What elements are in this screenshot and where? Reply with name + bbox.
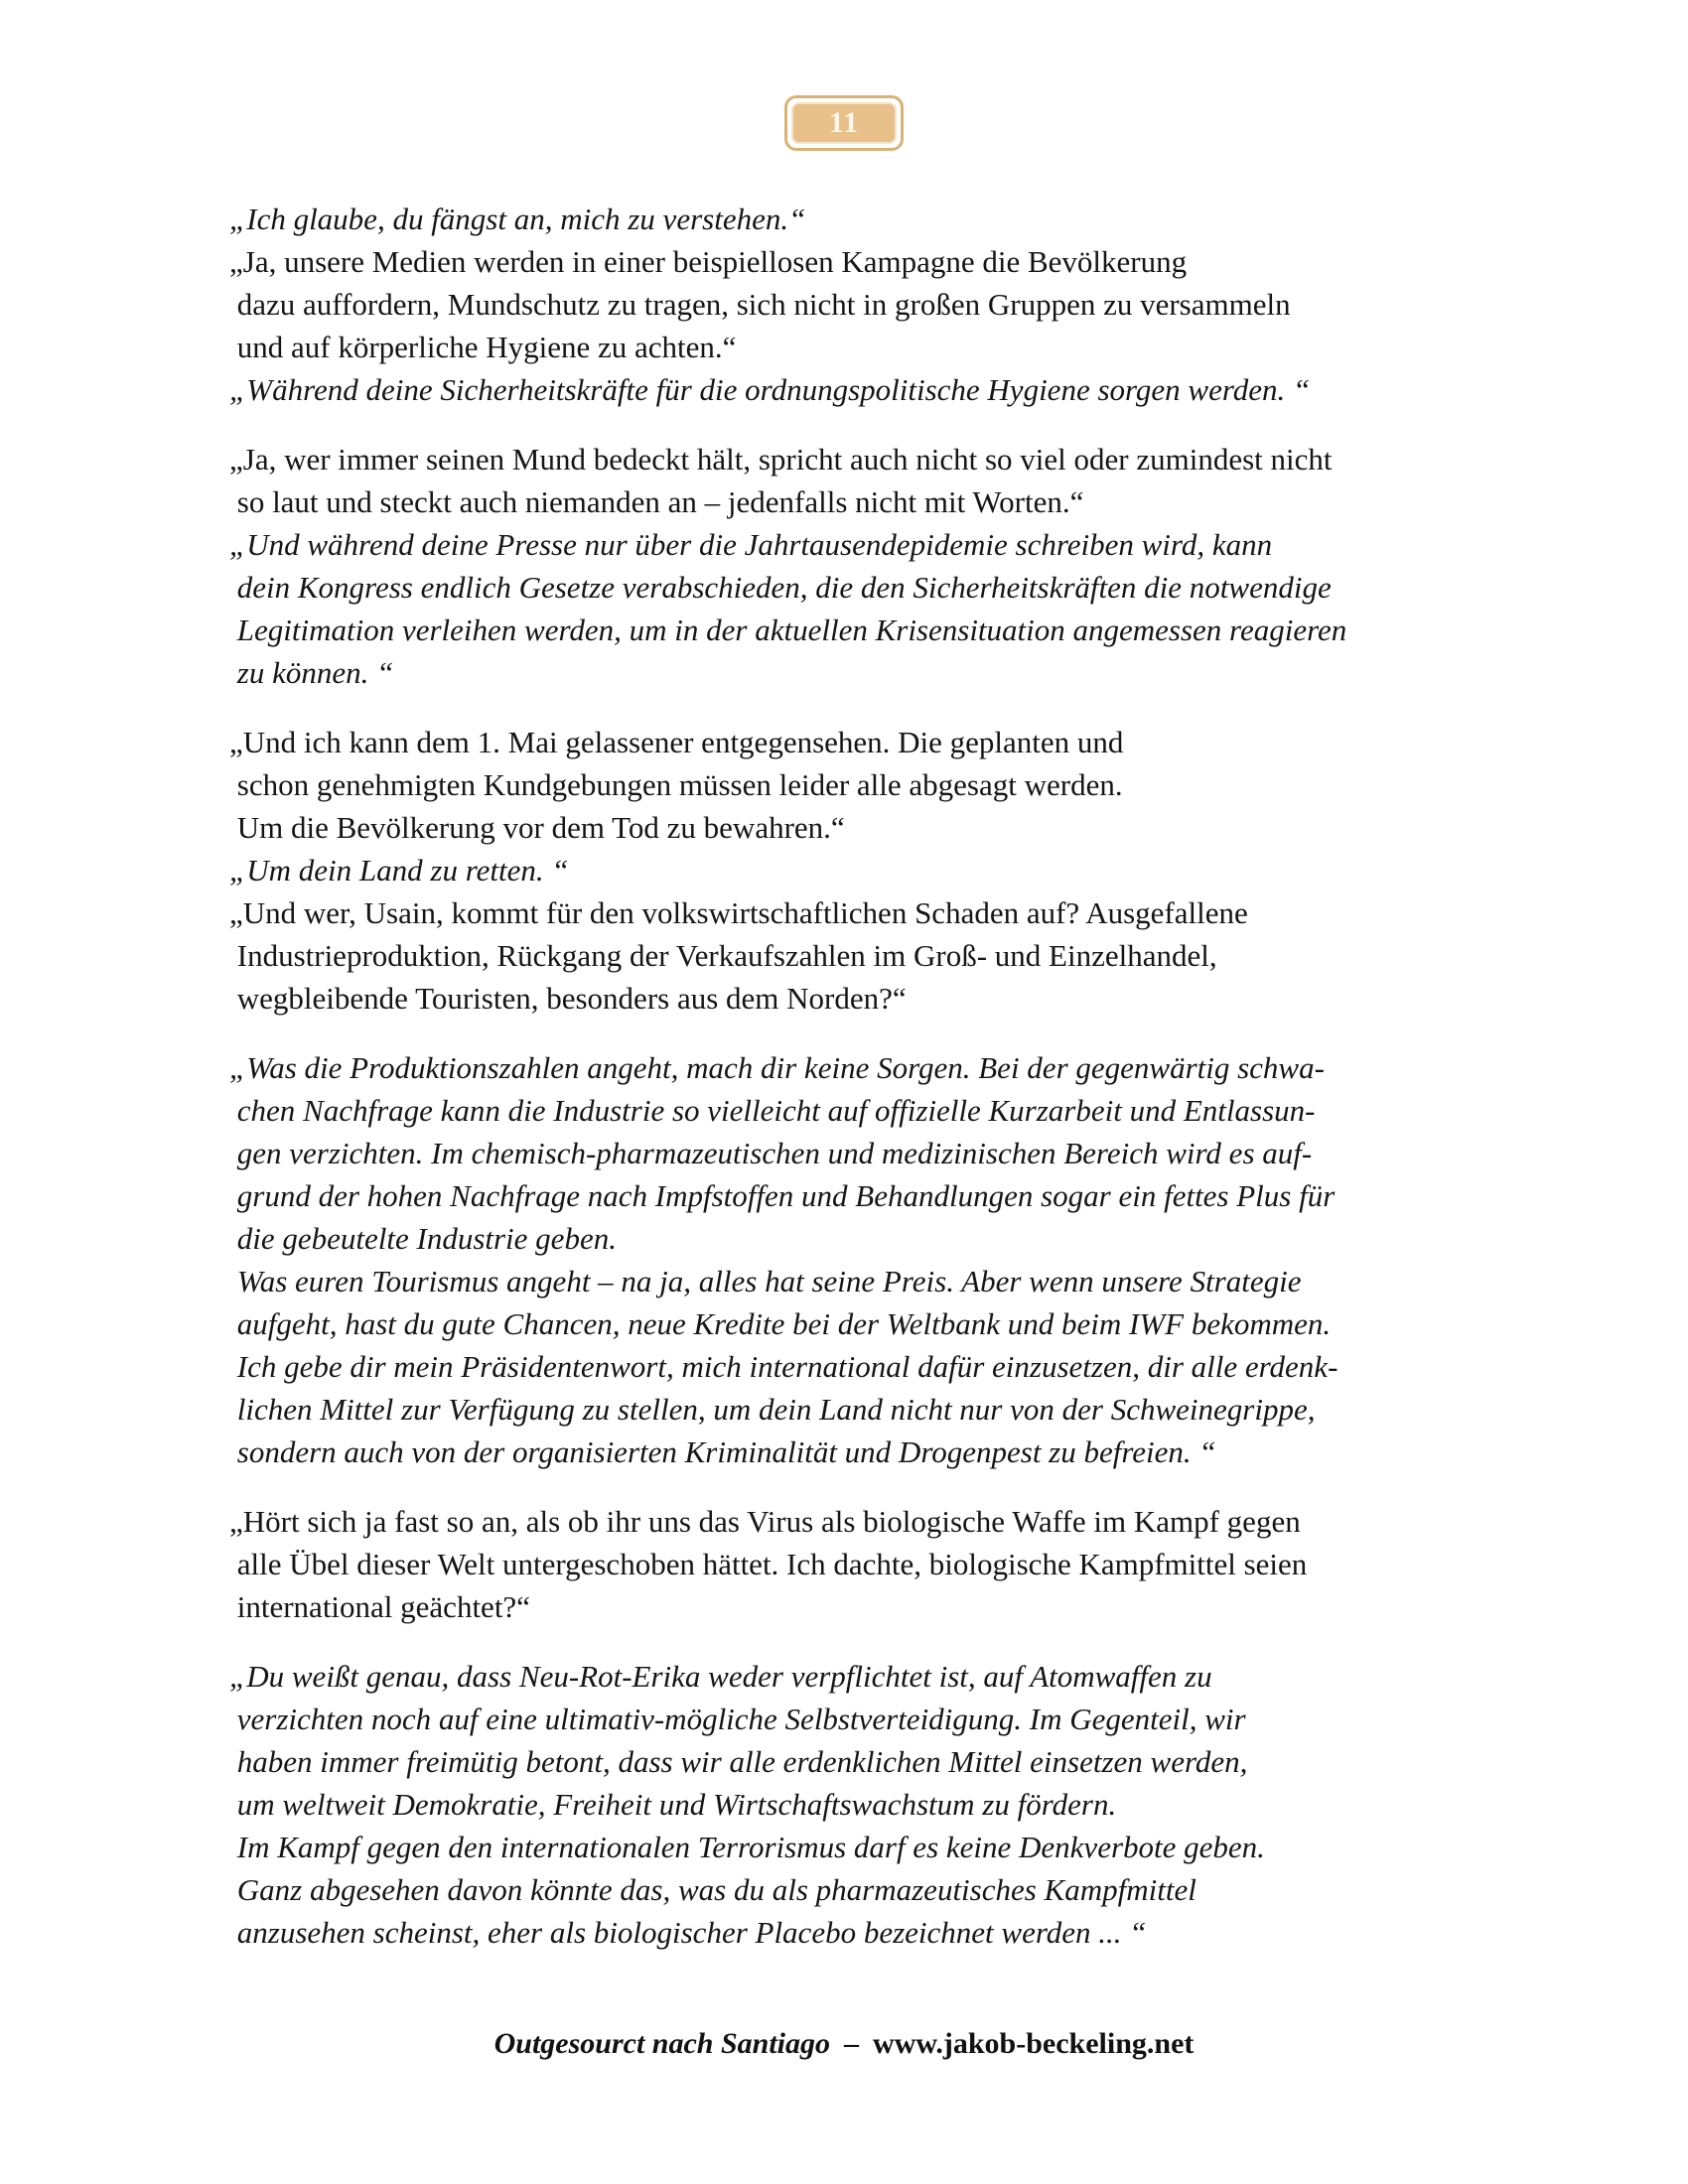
text-line: „Um dein Land zu retten. “	[229, 853, 569, 887]
text-line: Legitimation verleihen werden, um in der aktuellen Krisensituation angemessen reagieren	[229, 613, 1347, 647]
text-line: verzichten noch auf eine ultimativ-mögliche Selbstverteidigung. Im Gegenteil, wir	[229, 1702, 1246, 1736]
text-line: sondern auch von der organisierten Kriminalität und Drogenpest zu befreien. “	[229, 1434, 1216, 1469]
text-line: „Während deine Sicherheitskräfte für die ordnungspolitische Hygiene sorgen werden. “	[229, 372, 1311, 407]
paragraph	[229, 1046, 1346, 1473]
text-line: Was euren Tourismus angeht – na ja, alles hat seine Preis. Aber wenn unsere Strategie	[229, 1264, 1302, 1298]
text-line: haben immer freimütig betont, dass wir alle erdenklichen Mittel einsetzen werden,	[229, 1744, 1248, 1779]
text-line: um weltweit Demokratie, Freiheit und Wirtschaftswachstum zu fördern.	[229, 1787, 1117, 1822]
paragraph	[229, 1655, 1346, 1954]
paragraph	[229, 1500, 1346, 1628]
text-line: „Und während deine Presse nur über die Jahrtausendepidemie schreiben wird, kann	[229, 527, 1273, 562]
text-line: so laut und steckt auch niemanden an – jedenfalls nicht mit Worten.“	[229, 484, 1084, 519]
footer-book-title: Outgesourct nach Santiago	[493, 2027, 831, 2060]
text-line: alle Übel dieser Welt untergeschoben hättet. Ich dachte, biologische Kampfmittel seien	[229, 1547, 1308, 1581]
text-line: lichen Mittel zur Verfügung zu stellen, um dein Land nicht nur von der Schweinegrippe,	[229, 1392, 1316, 1427]
paragraph	[229, 198, 1346, 411]
paragraph	[229, 721, 1346, 1020]
text-line: chen Nachfrage kann die Industrie so vielleicht auf offizielle Kurzarbeit und Entlassun-	[229, 1093, 1316, 1128]
paragraph	[229, 438, 1346, 694]
text-line: grund der hohen Nachfrage nach Impfstoffen und Behandlungen sogar ein fettes Plus für	[229, 1178, 1336, 1213]
text-line: Industrieproduktion, Rückgang der Verkaufszahlen im Groß- und Einzelhandel,	[229, 938, 1217, 973]
text-line: „Und wer, Usain, kommt für den volkswirtschaftlichen Schaden auf? Ausgefallene	[229, 895, 1248, 930]
text-line: „Ja, wer immer seinen Mund bedeckt hält, spricht auch nicht so viel oder zumindest nicht	[229, 442, 1333, 477]
text-line: anzusehen scheinst, eher als biologischer Placebo bezeichnet werden ... “	[229, 1915, 1147, 1950]
text-line: und auf körperliche Hygiene zu achten.“	[229, 330, 737, 364]
text-line: „Hört sich ja fast so an, als ob ihr uns das Virus als biologische Waffe im Kampf gegen	[229, 1504, 1301, 1539]
text-line: die gebeutelte Industrie geben.	[229, 1221, 617, 1256]
text-line: „Ja, unsere Medien werden in einer beispiellosen Kampagne die Bevölkerung	[229, 244, 1188, 279]
page-footer	[0, 2027, 1688, 2061]
text-line: schon genehmigten Kundgebungen müssen leider alle abgesagt werden.	[229, 767, 1123, 802]
text-line: dein Kongress endlich Gesetze verabschieden, die den Sicherheitskräften die notwendige	[229, 570, 1332, 605]
text-line: Ich gebe dir mein Präsidentenwort, mich international dafür einzusetzen, dir alle erdenk-	[229, 1349, 1338, 1384]
text-line: Ganz abgesehen davon könnte das, was du als pharmazeutisches Kampfmittel	[229, 1872, 1196, 1907]
page-number-badge	[784, 95, 904, 151]
text-line: „Und ich kann dem 1. Mai gelassener entgegensehen. Die geplanten und	[229, 725, 1124, 759]
text-line: „Du weißt genau, dass Neu-Rot-Erika weder verpflichtet ist, auf Atomwaffen zu	[229, 1659, 1212, 1694]
text-line: dazu auffordern, Mundschutz zu tragen, sich nicht in großen Gruppen zu versammeln	[229, 287, 1291, 322]
body-text	[229, 198, 1346, 1980]
text-line: „Was die Produktionszahlen angeht, mach dir keine Sorgen. Bei der gegenwärtig schwa-	[229, 1050, 1325, 1085]
text-line: „Ich glaube, du fängst an, mich zu verstehen.“	[229, 202, 806, 236]
text-line: zu können. “	[229, 655, 394, 690]
footer-separator: –	[844, 2027, 860, 2060]
page-number-badge-inner	[791, 102, 897, 144]
footer-website: www.jakob-beckeling.net	[873, 2027, 1195, 2060]
text-line: aufgeht, hast du gute Chancen, neue Kredite bei der Weltbank und beim IWF bekommen.	[229, 1306, 1332, 1341]
text-line: Im Kampf gegen den internationalen Terrorismus darf es keine Denkverbote geben.	[229, 1830, 1265, 1864]
page-number: 11	[828, 106, 860, 139]
text-line: international geächtet?“	[229, 1589, 530, 1624]
text-line: Um die Bevölkerung vor dem Tod zu bewahren.“	[229, 810, 845, 845]
text-line: wegbleibende Touristen, besonders aus dem Norden?“	[229, 981, 907, 1016]
text-line: gen verzichten. Im chemisch-pharmazeutischen und medizinischen Bereich wird es auf-	[229, 1136, 1313, 1170]
